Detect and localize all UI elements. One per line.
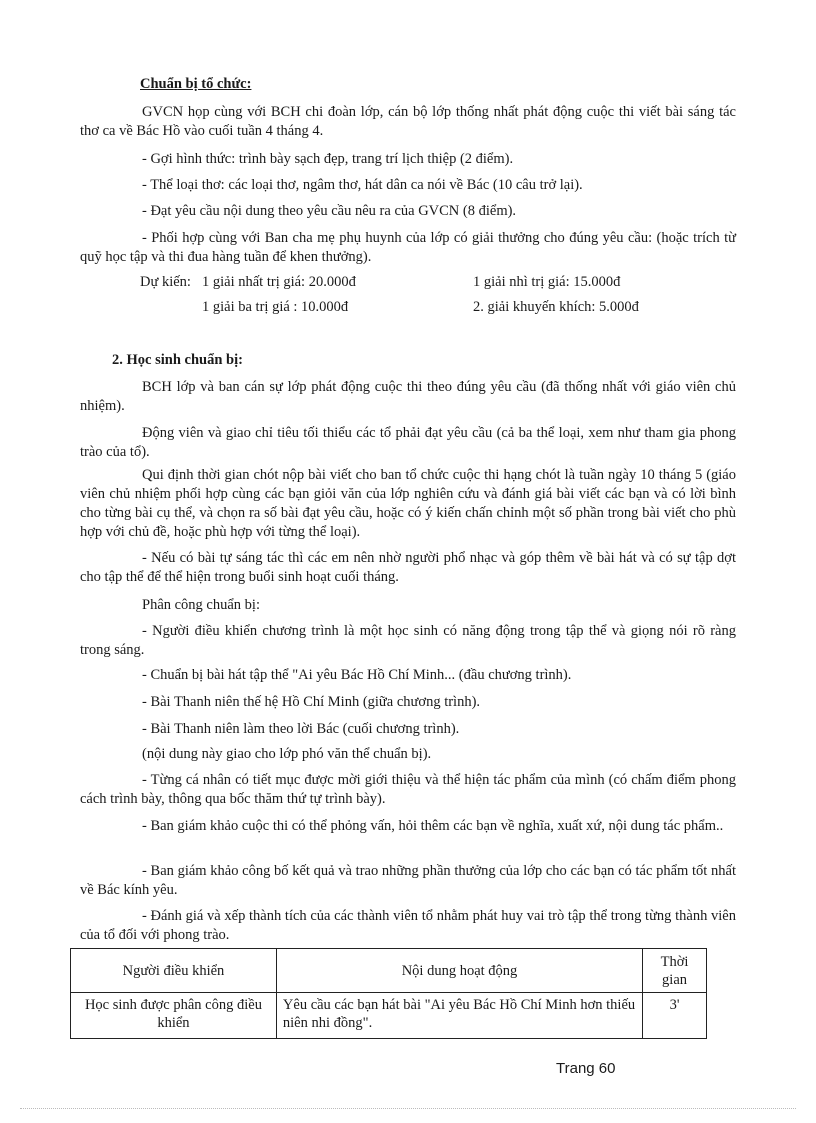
paragraph: Động viên và giao chỉ tiêu tối thiểu các tổ phải đạt yêu cầu (cả ba thể loại, xem như tham gia phong trào của tổ). — [80, 425, 736, 460]
table-header-row — [71, 949, 707, 993]
paragraph: - Đánh giá và xếp thành tích của các thành viên tổ nhằm phát huy vai trò tập thể trong từng thành viên của tổ đối với phong trào. — [80, 908, 736, 943]
prize-encourage: 2. giải khuyến khích: 5.000đ — [473, 299, 639, 315]
paragraph: GVCN họp cùng với BCH chi đoàn lớp, cán bộ lớp thống nhất phát động cuộc thi viết bài sáng tác thơ ca về Bác Hồ vào cuối tuần 4 tháng 4. — [80, 104, 736, 139]
prize-second: 1 giải nhì trị giá: 15.000đ — [473, 274, 621, 290]
paragraph: - Từng cá nhân có tiết mục được mời giới thiệu và thể hiện tác phẩm của mình (có chấm điểm phong cách trình bày, thông qua bốc thăm thứ tự trình bày). — [80, 772, 736, 807]
page-bottom-divider — [20, 1108, 796, 1109]
paragraph: - Nếu có bài tự sáng tác thì các em nên nhờ người phổ nhạc và góp thêm về bài hát và có sự tập dợt cho tập thể để thể hiện trong buổi sinh hoạt cuối tháng. — [80, 550, 736, 585]
page-number: Trang 60 — [556, 1060, 616, 1077]
paragraph: Qui định thời gian chót nộp bài viết cho ban tổ chức cuộc thi hạng chót là tuần ngày 10 tháng 5 (giáo viên chủ nhiệm phối hợp cùng các bạn giỏi văn của lớp nghiên cứu và đánh giá bài viết các bạn và có lời bình cho từng bài cụ thể, và chọn ra số bài đạt yêu cầu, hoặc có ý kiến chấn chỉnh một số phần trong bài viết cho phù hợp với chủ đề, hoặc phù hợp với từng thể loại). — [80, 467, 736, 540]
paragraph: - Gợi hình thức: trình bày sạch đẹp, trang trí lịch thiệp (2 điểm). — [142, 151, 514, 167]
paragraph: - Ban giám khảo cuộc thi có thể phỏng vấn, hỏi thêm các bạn về nghĩa, xuất xứ, nội dung tác phẩm.. — [142, 818, 724, 834]
paragraph: - Người điều khiển chương trình là một học sinh có năng động trong tập thể và giọng nói rõ ràng trong sáng. — [80, 623, 736, 658]
table-header-cell: Người điều khiển — [71, 949, 277, 993]
paragraph: (nội dung này giao cho lớp phó văn thể chuẩn bị). — [142, 746, 432, 762]
activity-table — [70, 948, 707, 1039]
paragraph: - Bài Thanh niên làm theo lời Bác (cuối chương trình). — [142, 721, 460, 737]
prize-label: Dự kiến: — [140, 274, 191, 290]
prize-first: 1 giải nhất trị giá: 20.000đ — [202, 274, 356, 290]
paragraph: - Ban giám khảo công bố kết quả và trao những phần thưởng của lớp cho các bạn có tác phẩm tốt nhất về Bác kính yêu. — [80, 863, 736, 898]
prize-third: 1 giải ba trị giá : 10.000đ — [202, 299, 349, 315]
paragraph: BCH lớp và ban cán sự lớp phát động cuộc thi theo đúng yêu cầu (đã thống nhất với giáo viên chủ nhiệm). — [80, 379, 736, 414]
paragraph: Phân công chuẩn bị: — [142, 597, 260, 613]
table-cell: Yêu cầu các bạn hát bài "Ai yêu Bác Hồ Chí Minh hơn thiếu niên nhi đồng". — [276, 993, 642, 1039]
paragraph: - Thể loại thơ: các loại thơ, ngâm thơ, hát dân ca nói về Bác (10 câu trở lại). — [142, 177, 583, 193]
table-cell: Học sinh được phân công điều khiển — [71, 993, 277, 1039]
table-cell: 3' — [643, 993, 707, 1039]
table-header-cell: Thời gian — [643, 949, 707, 993]
paragraph: - Đạt yêu cầu nội dung theo yêu cầu nêu ra của GVCN (8 điểm). — [142, 203, 517, 219]
paragraph: - Chuẩn bị bài hát tập thể "Ai yêu Bác Hồ Chí Minh... (đầu chương trình). — [142, 667, 572, 683]
section-title-organization: Chuẩn bị tổ chức: — [140, 76, 252, 92]
section-title-student-prep: 2. Học sinh chuẩn bị: — [112, 352, 243, 368]
table-header-cell: Nội dung hoạt động — [276, 949, 642, 993]
paragraph: - Bài Thanh niên thế hệ Hồ Chí Minh (giữa chương trình). — [142, 694, 481, 710]
paragraph: - Phối hợp cùng với Ban cha mẹ phụ huynh của lớp có giải thưởng cho đúng yêu cầu: (hoặc trích từ quỹ học tập và thi đua hàng tuần để khen thưởng). — [80, 230, 736, 265]
table-row — [71, 993, 707, 1039]
